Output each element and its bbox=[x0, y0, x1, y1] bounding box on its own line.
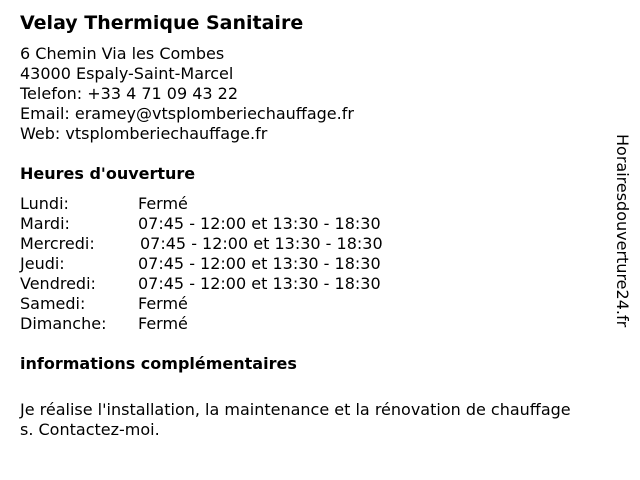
business-name: Velay Thermique Sanitaire bbox=[20, 12, 304, 34]
day-label: Samedi: bbox=[20, 294, 86, 313]
hours-row-friday bbox=[20, 274, 440, 294]
hours-row-wednesday bbox=[20, 234, 440, 254]
day-hours: 07:45 - 12:00 et 13:30 - 18:30 bbox=[138, 254, 381, 273]
hours-row-saturday bbox=[20, 294, 440, 314]
website-link[interactable]: Web: vtsplomberiechauffage.fr bbox=[20, 124, 268, 143]
day-hours: 07:45 - 12:00 et 13:30 - 18:30 bbox=[140, 234, 383, 253]
day-hours: 07:45 - 12:00 et 13:30 - 18:30 bbox=[138, 274, 381, 293]
email-address[interactable]: Email: eramey@vtsplomberiechauffage.fr bbox=[20, 104, 354, 123]
day-label: Dimanche: bbox=[20, 314, 107, 333]
hours-row-tuesday bbox=[20, 214, 440, 234]
day-label: Jeudi: bbox=[20, 254, 65, 273]
day-label: Mercredi: bbox=[20, 234, 95, 253]
hours-row-thursday bbox=[20, 254, 440, 274]
day-label: Vendredi: bbox=[20, 274, 96, 293]
day-hours: Fermé bbox=[138, 314, 188, 333]
address-city: 43000 Espaly-Saint-Marcel bbox=[20, 64, 234, 83]
address-street: 6 Chemin Via les Combes bbox=[20, 44, 225, 63]
contact-block bbox=[20, 44, 354, 144]
hours-row-monday bbox=[20, 194, 440, 214]
phone-number[interactable]: Telefon: +33 4 71 09 43 22 bbox=[20, 84, 239, 103]
day-hours: Fermé bbox=[138, 294, 188, 313]
additional-info-heading: informations complémentaires bbox=[20, 354, 297, 373]
day-hours: Fermé bbox=[138, 194, 188, 213]
opening-hours-table bbox=[20, 194, 440, 334]
day-hours: 07:45 - 12:00 et 13:30 - 18:30 bbox=[138, 214, 381, 233]
additional-info-text: Je réalise l'installation, la maintenance et la rénovation de chauffages. Contactez-moi. bbox=[20, 400, 571, 439]
watermark: Horairesdouverture24.fr bbox=[613, 134, 632, 328]
hours-row-sunday bbox=[20, 314, 440, 334]
day-label: Mardi: bbox=[20, 214, 70, 233]
day-label: Lundi: bbox=[20, 194, 69, 213]
opening-hours-heading: Heures d'ouverture bbox=[20, 164, 196, 183]
